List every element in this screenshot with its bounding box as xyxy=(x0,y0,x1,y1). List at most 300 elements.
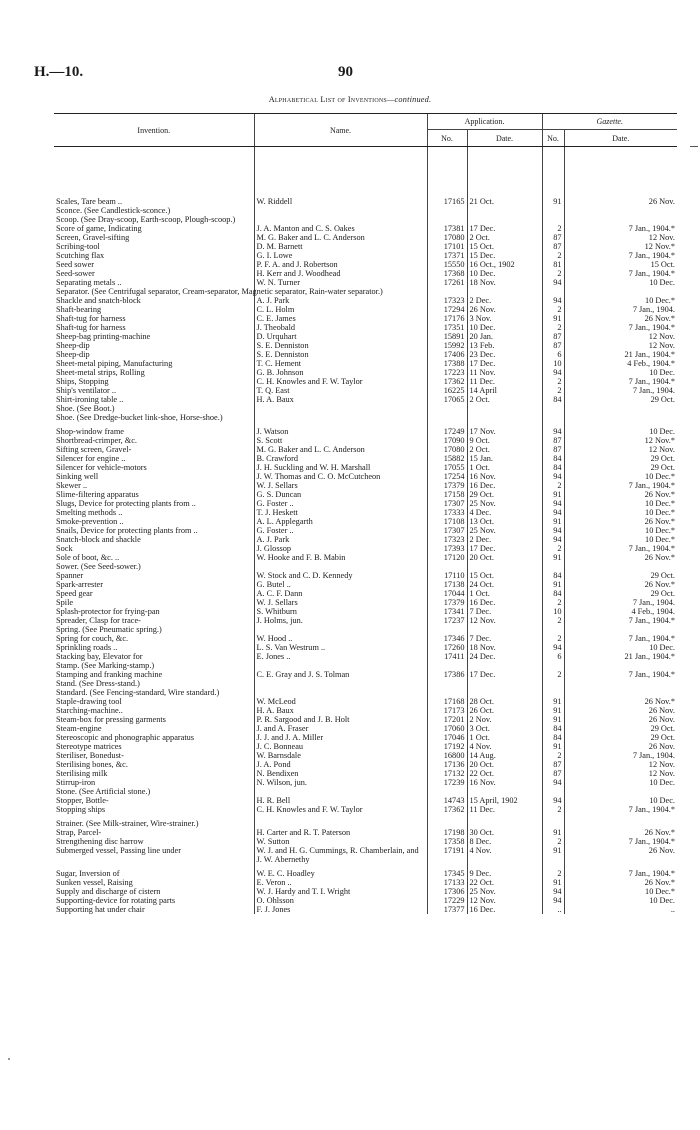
gazette-no-cell: 81 xyxy=(542,260,564,269)
table-row xyxy=(54,305,677,314)
application-date-cell: 17 Dec. xyxy=(467,670,542,679)
application-no-cell: 17108 xyxy=(427,517,467,526)
application-date-cell: 17 Dec. xyxy=(467,224,542,233)
invention-cell: Separator. (See Centrifugal separator, Cream-separator, Magnetic separator, Rain-water separator.) xyxy=(56,287,383,296)
gazette-date-cell: 10 Dec. xyxy=(564,278,677,287)
name-cell: W. Barnsdale xyxy=(254,751,427,760)
gazette-no-cell: 94 xyxy=(542,296,564,305)
invention-cell: Sunken vessel, Raising xyxy=(56,878,133,887)
invention-cell: Sock xyxy=(56,544,73,553)
gazette-date-cell: 10 Dec. xyxy=(564,643,677,652)
table-row xyxy=(54,314,677,323)
gazette-date-cell: 26 Nov.* xyxy=(564,580,677,589)
invention-cell: Standard. (See Fencing-standard, Wire standard.) xyxy=(56,688,220,697)
name-cell: A. J. Park xyxy=(254,296,427,305)
gazette-no-cell: 87 xyxy=(542,341,564,350)
application-no-cell: 15992 xyxy=(427,341,467,350)
application-date-cell: 11 Nov. xyxy=(467,368,542,377)
application-no-cell: 15550 xyxy=(427,260,467,269)
application-date-cell: 2 Dec. xyxy=(467,535,542,544)
gazette-date-cell: 10 Dec. xyxy=(564,422,677,436)
gazette-date-cell: 29 Oct. xyxy=(564,571,677,580)
name-cell: H. A. Baux xyxy=(254,395,427,404)
application-date-cell: 15 April, 1902 xyxy=(467,796,542,805)
gazette-date-cell: 12 Nov. xyxy=(564,341,677,350)
application-date-cell: 14 Aug. xyxy=(467,751,542,760)
gazette-no-cell: 87 xyxy=(542,445,564,454)
application-date-cell: 1 Oct. xyxy=(467,589,542,598)
invention-cell: Sheet-metal piping, Manufacturing xyxy=(56,359,173,368)
invention-cell: Slime-filtering apparatus xyxy=(56,490,139,499)
name-cell: H. Kerr and J. Woodhead xyxy=(254,269,427,278)
application-no-cell: 17198 xyxy=(427,828,467,837)
table-row xyxy=(54,864,677,878)
application-date-cell: 16 Dec. xyxy=(467,481,542,490)
gazette-no-cell: 84 xyxy=(542,589,564,598)
table-row xyxy=(54,386,677,395)
name-cell: G. S. Duncan xyxy=(254,490,427,499)
name-cell: W. J. Sellars xyxy=(254,481,427,490)
application-no-cell: 17176 xyxy=(427,314,467,323)
gazette-no-cell: 94 xyxy=(542,422,564,436)
name-cell: W. Sutton xyxy=(254,837,427,846)
gazette-date-cell xyxy=(564,679,677,688)
gazette-date-cell: 12 Nov. xyxy=(564,445,677,454)
gazette-no-cell: 94 xyxy=(542,368,564,377)
table-row xyxy=(54,553,677,562)
invention-cell: Stacking bay, Elevator for xyxy=(56,652,143,661)
name-cell: G. Foster .. xyxy=(254,499,427,508)
gazette-no-cell: 91 xyxy=(542,828,564,837)
gazette-date-cell: 7 Jan., 1904.* xyxy=(564,224,677,233)
application-no-cell: 17065 xyxy=(427,395,467,404)
application-date-cell xyxy=(467,562,542,571)
gazette-no-cell: 6 xyxy=(542,652,564,661)
invention-cell: Ship's ventilator .. xyxy=(56,386,117,395)
gazette-no-cell xyxy=(542,661,564,670)
application-date-cell: 11 Dec. xyxy=(467,805,542,814)
invention-cell: Spark-arrester xyxy=(56,580,103,589)
table-row xyxy=(54,589,677,598)
application-date-cell: 4 Dec. xyxy=(467,508,542,517)
gazette-no-cell: 2 xyxy=(542,616,564,625)
gazette-column-header-text: Gazette. xyxy=(596,117,623,126)
invention-cell: Spanner xyxy=(56,571,84,580)
gazette-no-cell: 91 xyxy=(542,580,564,589)
application-no-cell: 17080 xyxy=(427,445,467,454)
gazette-date-cell xyxy=(564,625,677,634)
table-row xyxy=(54,526,677,535)
gazette-no-cell: 91 xyxy=(542,878,564,887)
invention-cell: Scoop. (See Dray-scoop, Earth-scoop, Plough-scoop.) xyxy=(56,215,236,224)
application-date-cell: 4 Nov. xyxy=(467,742,542,751)
name-cell xyxy=(254,661,427,670)
invention-cell: Silencer for engine .. xyxy=(56,454,126,463)
gazette-no-cell xyxy=(542,215,564,224)
gazette-no-cell: 91 xyxy=(542,846,564,864)
application-date-cell: 13 Oct. xyxy=(467,517,542,526)
name-cell: L. S. Van Westrum .. xyxy=(254,643,427,652)
invention-cell: Score of game, Indicating xyxy=(56,224,142,233)
table-row xyxy=(54,643,677,652)
invention-cell: Steam-engine xyxy=(56,724,102,733)
name-cell: G. Butel .. xyxy=(254,580,427,589)
application-no-cell: 17362 xyxy=(427,377,467,386)
application-date-cell xyxy=(467,661,542,670)
table-row xyxy=(54,413,677,422)
gazette-date-cell: 7 Jan., 1904. xyxy=(564,598,677,607)
invention-cell: Stamp. (See Marking-stamp.) xyxy=(56,661,155,670)
table-row xyxy=(54,751,677,760)
application-no-cell: 17254 xyxy=(427,472,467,481)
gazette-no-cell: 2 xyxy=(542,670,564,679)
application-no-cell: 16800 xyxy=(427,751,467,760)
application-no-cell: 17341 xyxy=(427,607,467,616)
application-no-cell: 17411 xyxy=(427,652,467,661)
table-row xyxy=(54,544,677,553)
table-row xyxy=(54,436,677,445)
gazette-date-cell: 10 Dec.* xyxy=(564,887,677,896)
name-cell: W. Hooke and F. B. Mabin xyxy=(254,553,427,562)
gazette-date-cell: 26 Nov. xyxy=(564,706,677,715)
gazette-date-cell: 7 Jan., 1904.* xyxy=(564,864,677,878)
table-row xyxy=(54,499,677,508)
table-row xyxy=(54,661,677,670)
application-date-cell xyxy=(467,679,542,688)
gazette-no-cell: 2 xyxy=(542,805,564,814)
table-row xyxy=(54,837,677,846)
name-cell: T. Q. East xyxy=(254,386,427,395)
application-no-cell xyxy=(427,787,467,796)
gazette-date-cell: 7 Jan., 1904.* xyxy=(564,323,677,332)
gazette-date-cell: 26 Nov. xyxy=(564,846,677,864)
gazette-no-header: No. xyxy=(542,130,564,147)
table-row xyxy=(54,688,677,697)
invention-cell: Speed gear xyxy=(56,589,93,598)
invention-cell: Sconce. (See Candlestick-sconce.) xyxy=(56,206,171,215)
application-no-cell: 17260 xyxy=(427,643,467,652)
gazette-date-cell: 10 Dec.* xyxy=(564,296,677,305)
invention-cell: Sheet-metal strips, Rolling xyxy=(56,368,145,377)
gazette-no-cell: 94 xyxy=(542,643,564,652)
application-date-cell: 20 Oct. xyxy=(467,760,542,769)
application-date-cell: 8 Dec. xyxy=(467,837,542,846)
application-no-cell: 17346 xyxy=(427,634,467,643)
gazette-date-cell: 7 Jan., 1904. xyxy=(564,386,677,395)
table-row xyxy=(54,625,677,634)
gazette-no-cell: 2 xyxy=(542,251,564,260)
gazette-no-cell: 91 xyxy=(542,697,564,706)
gazette-no-cell: 84 xyxy=(542,724,564,733)
application-date-cell: 28 Oct. xyxy=(467,697,542,706)
invention-cell: Stopping ships xyxy=(56,805,106,814)
invention-cell: Separating metals .. xyxy=(56,278,122,287)
invention-cell: Supporting hat under chair xyxy=(56,905,145,914)
name-cell: P. R. Sargood and J. B. Holt xyxy=(254,715,427,724)
name-cell: J. Theobald xyxy=(254,323,427,332)
application-date-cell xyxy=(467,404,542,413)
application-no-cell xyxy=(427,215,467,224)
name-cell: C. H. Knowles and F. W. Taylor xyxy=(254,805,427,814)
application-no-cell: 17307 xyxy=(427,526,467,535)
gazette-date-cell xyxy=(564,404,677,413)
application-no-cell: 17261 xyxy=(427,278,467,287)
application-no-cell: 17136 xyxy=(427,760,467,769)
gazette-no-cell: 91 xyxy=(542,706,564,715)
invention-cell: Snails, Device for protecting plants from .. xyxy=(56,526,198,535)
name-cell xyxy=(254,688,427,697)
name-cell: J. A. Manton and C. S. Oakes xyxy=(254,224,427,233)
invention-cell: Staple-drawing tool xyxy=(56,697,122,706)
gazette-no-cell: 94 xyxy=(542,796,564,805)
table-row xyxy=(54,778,677,787)
application-no-cell: 17358 xyxy=(427,837,467,846)
application-date-cell: 26 Nov. xyxy=(467,305,542,314)
invention-cell: Shirt-ironing table .. xyxy=(56,395,124,404)
name-cell xyxy=(254,679,427,688)
gazette-date-cell: 29 Oct. xyxy=(564,733,677,742)
name-cell: J. Holms, jun. xyxy=(254,616,427,625)
application-date-cell xyxy=(467,413,542,422)
gazette-date-cell: 21 Jan., 1904.* xyxy=(564,652,677,661)
name-cell: N. Wilson, jun. xyxy=(254,778,427,787)
table-row xyxy=(54,508,677,517)
gazette-date-cell: 10 Dec.* xyxy=(564,526,677,535)
name-cell: G. I. Lowe xyxy=(254,251,427,260)
application-date-cell: 16 Oct., 1902 xyxy=(467,260,542,269)
application-no-cell: 17132 xyxy=(427,769,467,778)
gazette-no-cell: 2 xyxy=(542,544,564,553)
application-date-cell: 17 Nov. xyxy=(467,422,542,436)
gazette-date-cell: 10 Dec. xyxy=(564,368,677,377)
table-row xyxy=(54,278,677,287)
name-cell: H. Carter and R. T. Paterson xyxy=(254,828,427,837)
application-date-cell xyxy=(467,787,542,796)
name-column-header: Name. xyxy=(254,114,427,147)
table-row xyxy=(54,395,677,404)
gazette-date-cell: 7 Jan., 1904.* xyxy=(564,634,677,643)
application-no-cell: 17229 xyxy=(427,896,467,905)
application-no-cell: 17371 xyxy=(427,251,467,260)
name-cell: J. J. and J. A. Miller xyxy=(254,733,427,742)
name-cell xyxy=(254,206,427,215)
gazette-no-cell xyxy=(542,625,564,634)
application-date-cell: 24 Dec. xyxy=(467,652,542,661)
gazette-no-cell xyxy=(542,814,564,828)
application-date-cell: 9 Oct. xyxy=(467,436,542,445)
application-no-cell: 15891 xyxy=(427,332,467,341)
gazette-date-cell: 10 Dec.* xyxy=(564,508,677,517)
gazette-date-header: Date. xyxy=(564,130,677,147)
gazette-no-cell: 91 xyxy=(542,147,564,207)
gazette-date-cell: 4 Feb., 1904.* xyxy=(564,359,677,368)
application-date-cell: 2 Oct. xyxy=(467,395,542,404)
gazette-no-cell: 94 xyxy=(542,508,564,517)
table-row xyxy=(54,634,677,643)
application-no-cell: 14743 xyxy=(427,796,467,805)
name-cell: G. B. Johnson xyxy=(254,368,427,377)
application-no-cell: 17306 xyxy=(427,887,467,896)
gazette-no-cell xyxy=(542,404,564,413)
name-cell: D. Urquhart xyxy=(254,332,427,341)
name-cell: S. Scott xyxy=(254,436,427,445)
application-date-cell: 26 Oct. xyxy=(467,706,542,715)
gazette-no-cell: 87 xyxy=(542,242,564,251)
application-date-cell: 3 Nov. xyxy=(467,314,542,323)
table-row xyxy=(54,490,677,499)
name-cell: A. L. Applegarth xyxy=(254,517,427,526)
gazette-date-cell: 29 Oct. xyxy=(564,395,677,404)
invention-cell: Steam-box for pressing garments xyxy=(56,715,166,724)
application-date-cell: 2 Nov. xyxy=(467,715,542,724)
name-cell: J. W. Thomas and C. O. McCutcheon xyxy=(254,472,427,481)
invention-cell: Sole of boot, &c. .. xyxy=(56,553,120,562)
application-no-cell: 17120 xyxy=(427,553,467,562)
application-no-cell: 17165 xyxy=(427,147,467,207)
invention-cell: Stirrup-iron xyxy=(56,778,96,787)
name-cell: W. Riddell xyxy=(254,147,427,207)
application-date-cell: 14 April xyxy=(467,386,542,395)
table-row xyxy=(54,251,677,260)
name-cell: E. Veron .. xyxy=(254,878,427,887)
name-cell: N. Bendixen xyxy=(254,769,427,778)
gazette-no-cell: 94 xyxy=(542,472,564,481)
gazette-date-cell: 29 Oct. xyxy=(564,724,677,733)
name-cell: T. J. Heskett xyxy=(254,508,427,517)
gazette-no-cell: 87 xyxy=(542,760,564,769)
gazette-no-cell: 10 xyxy=(542,607,564,616)
page-speck xyxy=(8,1058,10,1060)
application-date-cell: 20 Oct. xyxy=(467,553,542,562)
table-row xyxy=(54,828,677,837)
table-row xyxy=(54,796,677,805)
gazette-date-cell xyxy=(564,787,677,796)
name-cell: J. and A. Fraser xyxy=(254,724,427,733)
table-row xyxy=(54,706,677,715)
table-row xyxy=(54,350,677,359)
name-cell: O. Ohlsson xyxy=(254,896,427,905)
gazette-no-cell xyxy=(542,206,564,215)
gazette-no-cell: 2 xyxy=(542,751,564,760)
application-no-cell: 17060 xyxy=(427,724,467,733)
table-row xyxy=(54,769,677,778)
name-cell: W. N. Turner xyxy=(254,278,427,287)
gazette-no-cell: 84 xyxy=(542,571,564,580)
gazette-date-cell: 12 Nov. xyxy=(564,760,677,769)
application-no-cell xyxy=(427,206,467,215)
invention-cell: Shortbread-crimper, &c. xyxy=(56,436,137,445)
name-cell: W. J. Hardy and T. I. Wright xyxy=(254,887,427,896)
gazette-date-cell: 7 Jan., 1904.* xyxy=(564,251,677,260)
table-row xyxy=(54,598,677,607)
gazette-no-cell: 87 xyxy=(542,769,564,778)
application-date-cell: 1 Oct. xyxy=(467,733,542,742)
name-cell xyxy=(254,787,427,796)
application-no-cell: 17044 xyxy=(427,589,467,598)
table-row xyxy=(54,422,677,436)
table-row xyxy=(54,341,677,350)
gazette-date-cell: 21 Jan., 1904.* xyxy=(564,350,677,359)
gazette-no-cell: 94 xyxy=(542,526,564,535)
application-date-cell: 10 Dec. xyxy=(467,323,542,332)
invention-cell: Sheep-bag printing-machine xyxy=(56,332,151,341)
gazette-date-cell xyxy=(564,413,677,422)
application-date-cell: 18 Nov. xyxy=(467,643,542,652)
gazette-date-cell: 26 Nov.* xyxy=(564,517,677,526)
invention-cell: Sifting screen, Gravel- xyxy=(56,445,132,454)
invention-cell: Stamping and franking machine xyxy=(56,670,163,679)
name-cell xyxy=(254,413,427,422)
invention-column-header: Invention. xyxy=(54,114,254,147)
gazette-no-cell: 2 xyxy=(542,269,564,278)
gazette-no-cell: 2 xyxy=(542,481,564,490)
gazette-no-cell: 84 xyxy=(542,733,564,742)
gazette-date-cell: 26 Nov.* xyxy=(564,553,677,562)
invention-cell: Sprinkling roads .. xyxy=(56,643,118,652)
table-row xyxy=(54,805,677,814)
application-no-cell: 17138 xyxy=(427,580,467,589)
application-no-cell: 17192 xyxy=(427,742,467,751)
gazette-no-cell: 2 xyxy=(542,305,564,314)
document-code: H.—10. xyxy=(34,64,84,80)
gazette-date-cell: 7 Jan., 1904.* xyxy=(564,837,677,846)
name-cell: S. E. Denniston xyxy=(254,350,427,359)
invention-cell: Steriliser, Bonedust- xyxy=(56,751,124,760)
invention-cell: Shaft-tug for harness xyxy=(56,323,126,332)
table-row xyxy=(54,607,677,616)
gazette-no-cell: 94 xyxy=(542,778,564,787)
name-cell: A. J. Park xyxy=(254,535,427,544)
invention-cell: Strap, Parcel- xyxy=(56,828,102,837)
gazette-no-cell: 2 xyxy=(542,864,564,878)
name-cell: J. Glossop xyxy=(254,544,427,553)
gazette-no-cell: 84 xyxy=(542,463,564,472)
gazette-date-cell: 7 Jan., 1904. xyxy=(564,305,677,314)
table-row xyxy=(54,332,677,341)
invention-cell: Scribing-tool xyxy=(56,242,100,251)
gazette-date-cell: 29 Oct. xyxy=(564,463,677,472)
gazette-date-cell xyxy=(564,688,677,697)
name-cell xyxy=(254,215,427,224)
margin-mark xyxy=(690,146,698,147)
table-title-text: Alphabetical List of Inventions xyxy=(268,95,387,104)
gazette-no-cell: 87 xyxy=(542,436,564,445)
invention-cell: Ships, Stopping xyxy=(56,377,109,386)
application-no-cell: 17046 xyxy=(427,733,467,742)
application-no-cell: 17133 xyxy=(427,878,467,887)
name-cell: H. R. Bell xyxy=(254,796,427,805)
application-date-cell: 9 Dec. xyxy=(467,864,542,878)
table-row xyxy=(54,269,677,278)
table-row xyxy=(54,517,677,526)
gazette-no-cell: 2 xyxy=(542,598,564,607)
invention-cell: Spring. (See Pneumatic spring.) xyxy=(56,625,162,634)
table-row xyxy=(54,679,677,688)
name-cell: S. Whitburn xyxy=(254,607,427,616)
gazette-date-cell: 26 Nov. xyxy=(564,715,677,724)
application-date-cell: 25 Nov. xyxy=(467,887,542,896)
gazette-date-cell: 12 Nov. xyxy=(564,332,677,341)
gazette-date-cell: 12 Nov.* xyxy=(564,436,677,445)
invention-cell: Spring for couch, &c. xyxy=(56,634,129,643)
gazette-date-cell: 29 Oct. xyxy=(564,589,677,598)
application-no-cell xyxy=(427,814,467,828)
table-row xyxy=(54,760,677,769)
gazette-no-cell: 87 xyxy=(542,332,564,341)
application-no-cell: 17237 xyxy=(427,616,467,625)
invention-cell: Splash-protector for frying-pan xyxy=(56,607,160,616)
application-date-cell: 22 Oct. xyxy=(467,878,542,887)
